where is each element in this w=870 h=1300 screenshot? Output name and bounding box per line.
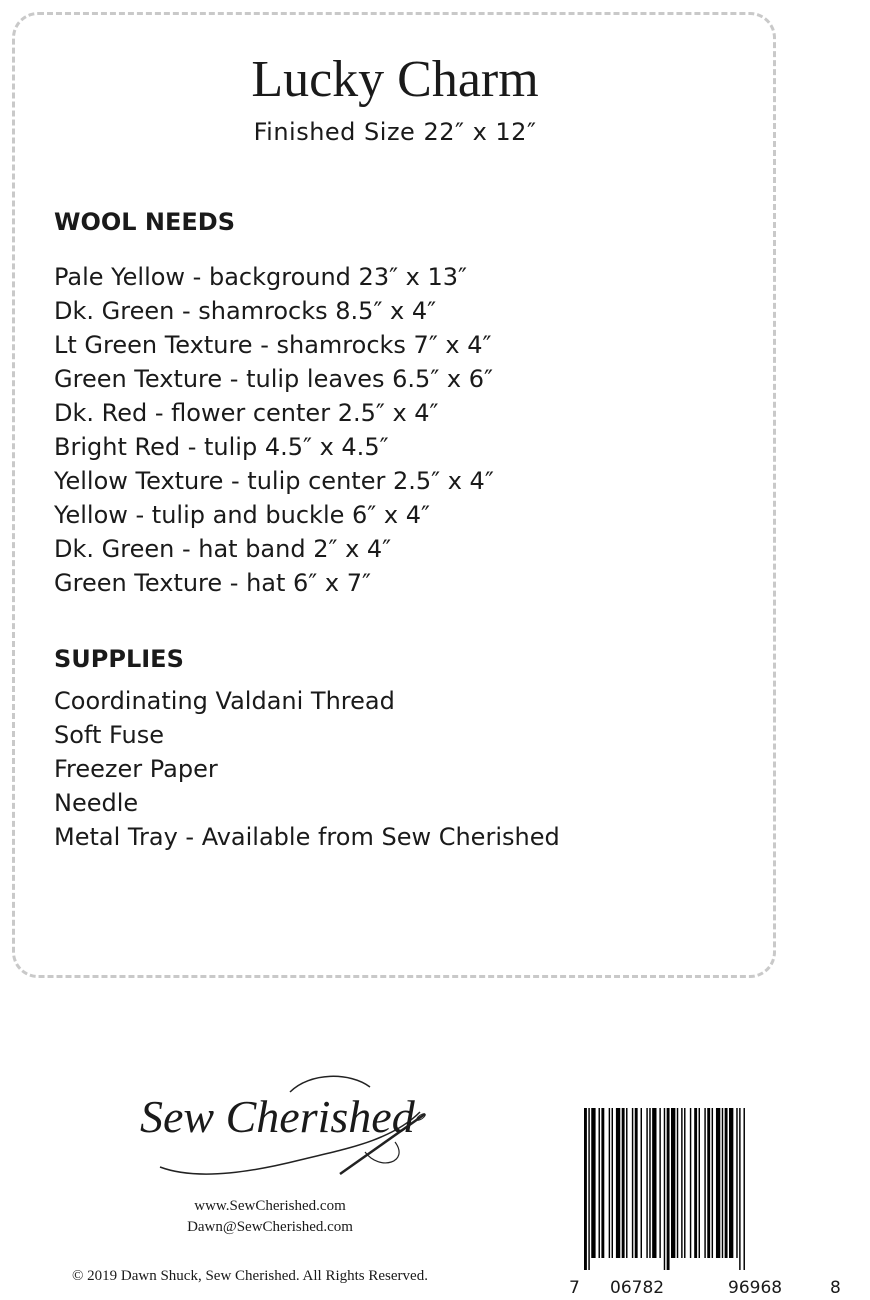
- barcode-bar: [646, 1108, 647, 1258]
- list-item: Green Texture - tulip leaves 6.5″ x 6″: [54, 365, 493, 393]
- barcode-bar: [584, 1108, 587, 1270]
- copyright-notice: © 2019 Dawn Shuck, Sew Cherished. All Rights Reserved.: [72, 1268, 428, 1284]
- barcode-bar: [707, 1108, 710, 1258]
- barcode-bar: [649, 1108, 650, 1258]
- list-item: Dk. Green - hat band 2″ x 4″: [54, 535, 392, 563]
- list-item: Green Texture - hat 6″ x 7″: [54, 569, 371, 597]
- list-item: Dk. Red - flower center 2.5″ x 4″: [54, 399, 439, 427]
- barcode-bar: [677, 1108, 678, 1258]
- barcode-bar: [626, 1108, 627, 1258]
- barcode-bar: [690, 1108, 691, 1258]
- barcode-bar: [739, 1108, 740, 1270]
- barcode-bar: [667, 1108, 670, 1270]
- list-item: Metal Tray - Available from Sew Cherished: [54, 823, 560, 851]
- barcode-group-2: 96968: [728, 1278, 783, 1298]
- pattern-title: Lucky Charm: [251, 51, 539, 108]
- barcode-bar: [632, 1108, 633, 1258]
- sew-cherished-logo: [140, 1072, 440, 1182]
- list-item: Coordinating Valdani Thread: [54, 687, 395, 715]
- list-item: Dk. Green - shamrocks 8.5″ x 4″: [54, 297, 437, 325]
- wool-needs-list: [54, 260, 494, 600]
- supplies-list: [54, 684, 560, 854]
- barcode-bars-icon: [572, 1108, 844, 1270]
- list-item: Yellow Texture - tulip center 2.5″ x 4″: [54, 467, 494, 495]
- barcode: [572, 1108, 844, 1270]
- barcode-bar: [684, 1108, 685, 1258]
- website-link[interactable]: www.SewCherished.com: [194, 1198, 346, 1214]
- list-item: Needle: [54, 789, 139, 817]
- barcode-bar: [681, 1108, 682, 1258]
- barcode-bar: [616, 1108, 620, 1258]
- finished-size: Finished Size 22″ x 12″: [253, 118, 537, 146]
- barcode-bar: [736, 1108, 737, 1258]
- list-item: Freezer Paper: [54, 755, 218, 783]
- barcode-bar: [601, 1108, 604, 1258]
- logo-text: Sew Cherished: [140, 1091, 415, 1142]
- barcode-bar: [725, 1108, 728, 1258]
- barcode-bar: [609, 1108, 610, 1258]
- supplies-heading: SUPPLIES: [54, 645, 184, 673]
- barcode-bar: [599, 1108, 600, 1258]
- list-item: Bright Red - tulip 4.5″ x 4.5″: [54, 433, 389, 461]
- barcode-bar: [591, 1108, 595, 1258]
- barcode-bar: [664, 1108, 665, 1270]
- barcode-bar: [671, 1108, 675, 1258]
- barcode-bar: [652, 1108, 656, 1258]
- list-item: Yellow - tulip and buckle 6″ x 4″: [54, 501, 430, 529]
- barcode-bar: [744, 1108, 745, 1270]
- barcode-bar: [612, 1108, 613, 1258]
- list-item: Lt Green Texture - shamrocks 7″ x 4″: [54, 331, 492, 359]
- barcode-group-1: 06782: [610, 1278, 665, 1298]
- barcode-bar: [622, 1108, 625, 1258]
- list-item: Soft Fuse: [54, 721, 164, 749]
- barcode-trailing-digit: 8: [830, 1278, 841, 1298]
- barcode-bar: [704, 1108, 705, 1258]
- barcode-bar: [712, 1108, 713, 1258]
- barcode-bar: [694, 1108, 697, 1258]
- barcode-bar: [635, 1108, 638, 1258]
- barcode-bar: [699, 1108, 700, 1258]
- list-item: Pale Yellow - background 23″ x 13″: [54, 263, 468, 291]
- barcode-bar: [716, 1108, 720, 1258]
- barcode-bar: [641, 1108, 642, 1258]
- barcode-bar: [722, 1108, 723, 1258]
- barcode-bar: [588, 1108, 589, 1270]
- wool-needs-heading: WOOL NEEDS: [54, 208, 236, 236]
- barcode-bar: [729, 1108, 733, 1258]
- email-link[interactable]: Dawn@SewCherished.com: [187, 1219, 353, 1235]
- barcode-leading-digit: 7: [569, 1278, 580, 1298]
- barcode-bar: [659, 1108, 660, 1258]
